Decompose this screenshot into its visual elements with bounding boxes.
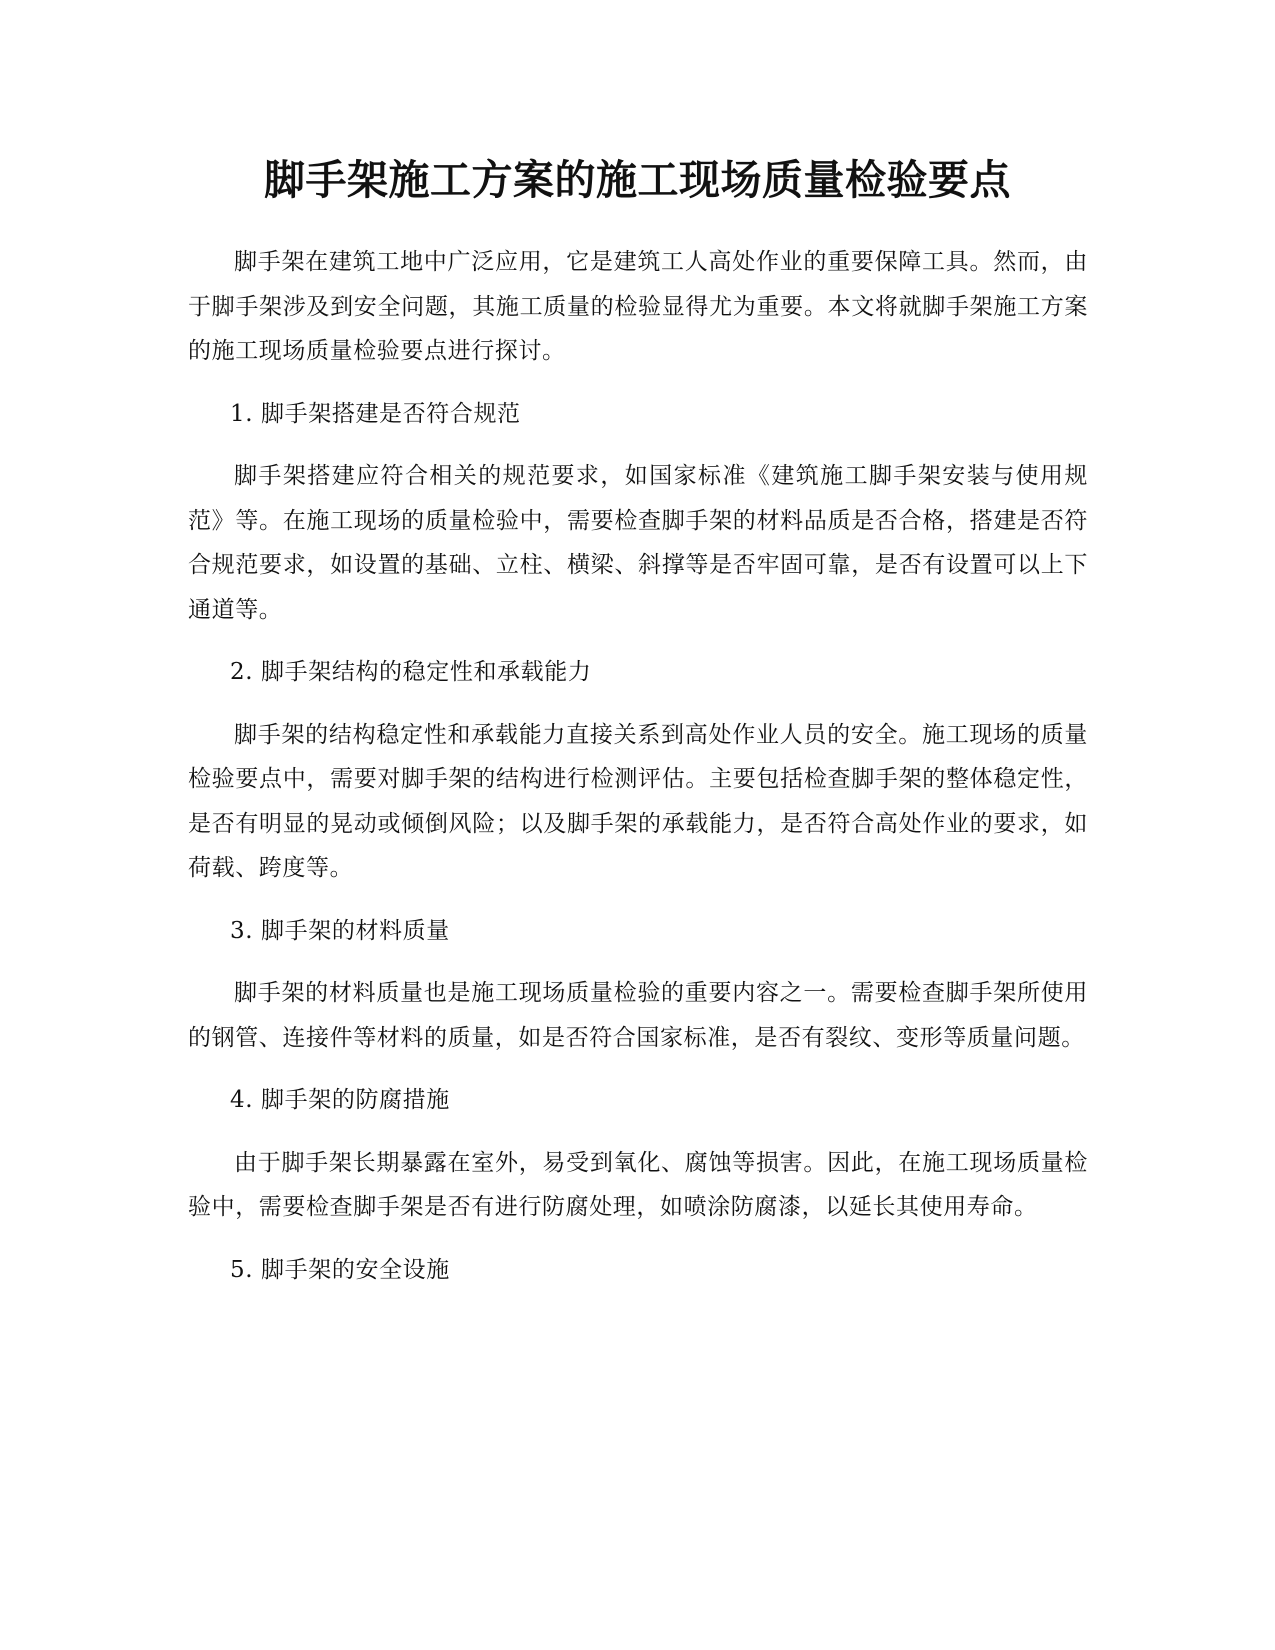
section-body-1: 脚手架搭建应符合相关的规范要求，如国家标准《建筑施工脚手架安装与使用规范》等。在施工现场的质量检验中，需要检查脚手架的材料品质是否合格，搭建是否符合规范要求，如设置的基础、立柱、横梁、斜撑等是否牢固可靠，是否有设置可以上下通道等。 bbox=[188, 463, 1088, 623]
document-body bbox=[188, 240, 1088, 1310]
section-body-3: 脚手架的材料质量也是施工现场质量检验的重要内容之一。需要检查脚手架所使用的钢管、连接件等材料的质量，如是否符合国家标准，是否有裂纹、变形等质量问题。 bbox=[188, 980, 1088, 1051]
section-heading-2: 2. 脚手架结构的稳定性和承载能力 bbox=[230, 659, 592, 685]
section-heading-3: 3. 脚手架的材料质量 bbox=[230, 917, 450, 944]
page-title: 脚手架施工方案的施工现场质量检验要点 bbox=[264, 156, 1011, 204]
section-heading-1: 1. 脚手架搭建是否符合规范 bbox=[230, 400, 521, 427]
section-body-4: 由于脚手架长期暴露在室外，易受到氧化、腐蚀等损害。因此，在施工现场质量检验中，需要检查脚手架是否有进行防腐处理，如喷涂防腐漆，以延长其使用寿命。 bbox=[188, 1149, 1088, 1220]
section-body-2: 脚手架的结构稳定性和承载能力直接关系到高处作业人员的安全。施工现场的质量检验要点中，需要对脚手架的结构进行检测评估。主要包括检查脚手架的整体稳定性，是否有明显的晃动或倾倒风险；以及脚手架的承载能力，是否符合高处作业的要求，如荷载、跨度等。 bbox=[188, 721, 1088, 881]
section-heading-5: 5. 脚手架的安全设施 bbox=[230, 1256, 450, 1283]
section-heading-4: 4. 脚手架的防腐措施 bbox=[230, 1087, 450, 1113]
intro-paragraph: 脚手架在建筑工地中广泛应用，它是建筑工人高处作业的重要保障工具。然而，由于脚手架涉及到安全问题，其施工质量的检验显得尤为重要。本文将就脚手架施工方案的施工现场质量检验要点进行探讨。 bbox=[188, 249, 1088, 364]
